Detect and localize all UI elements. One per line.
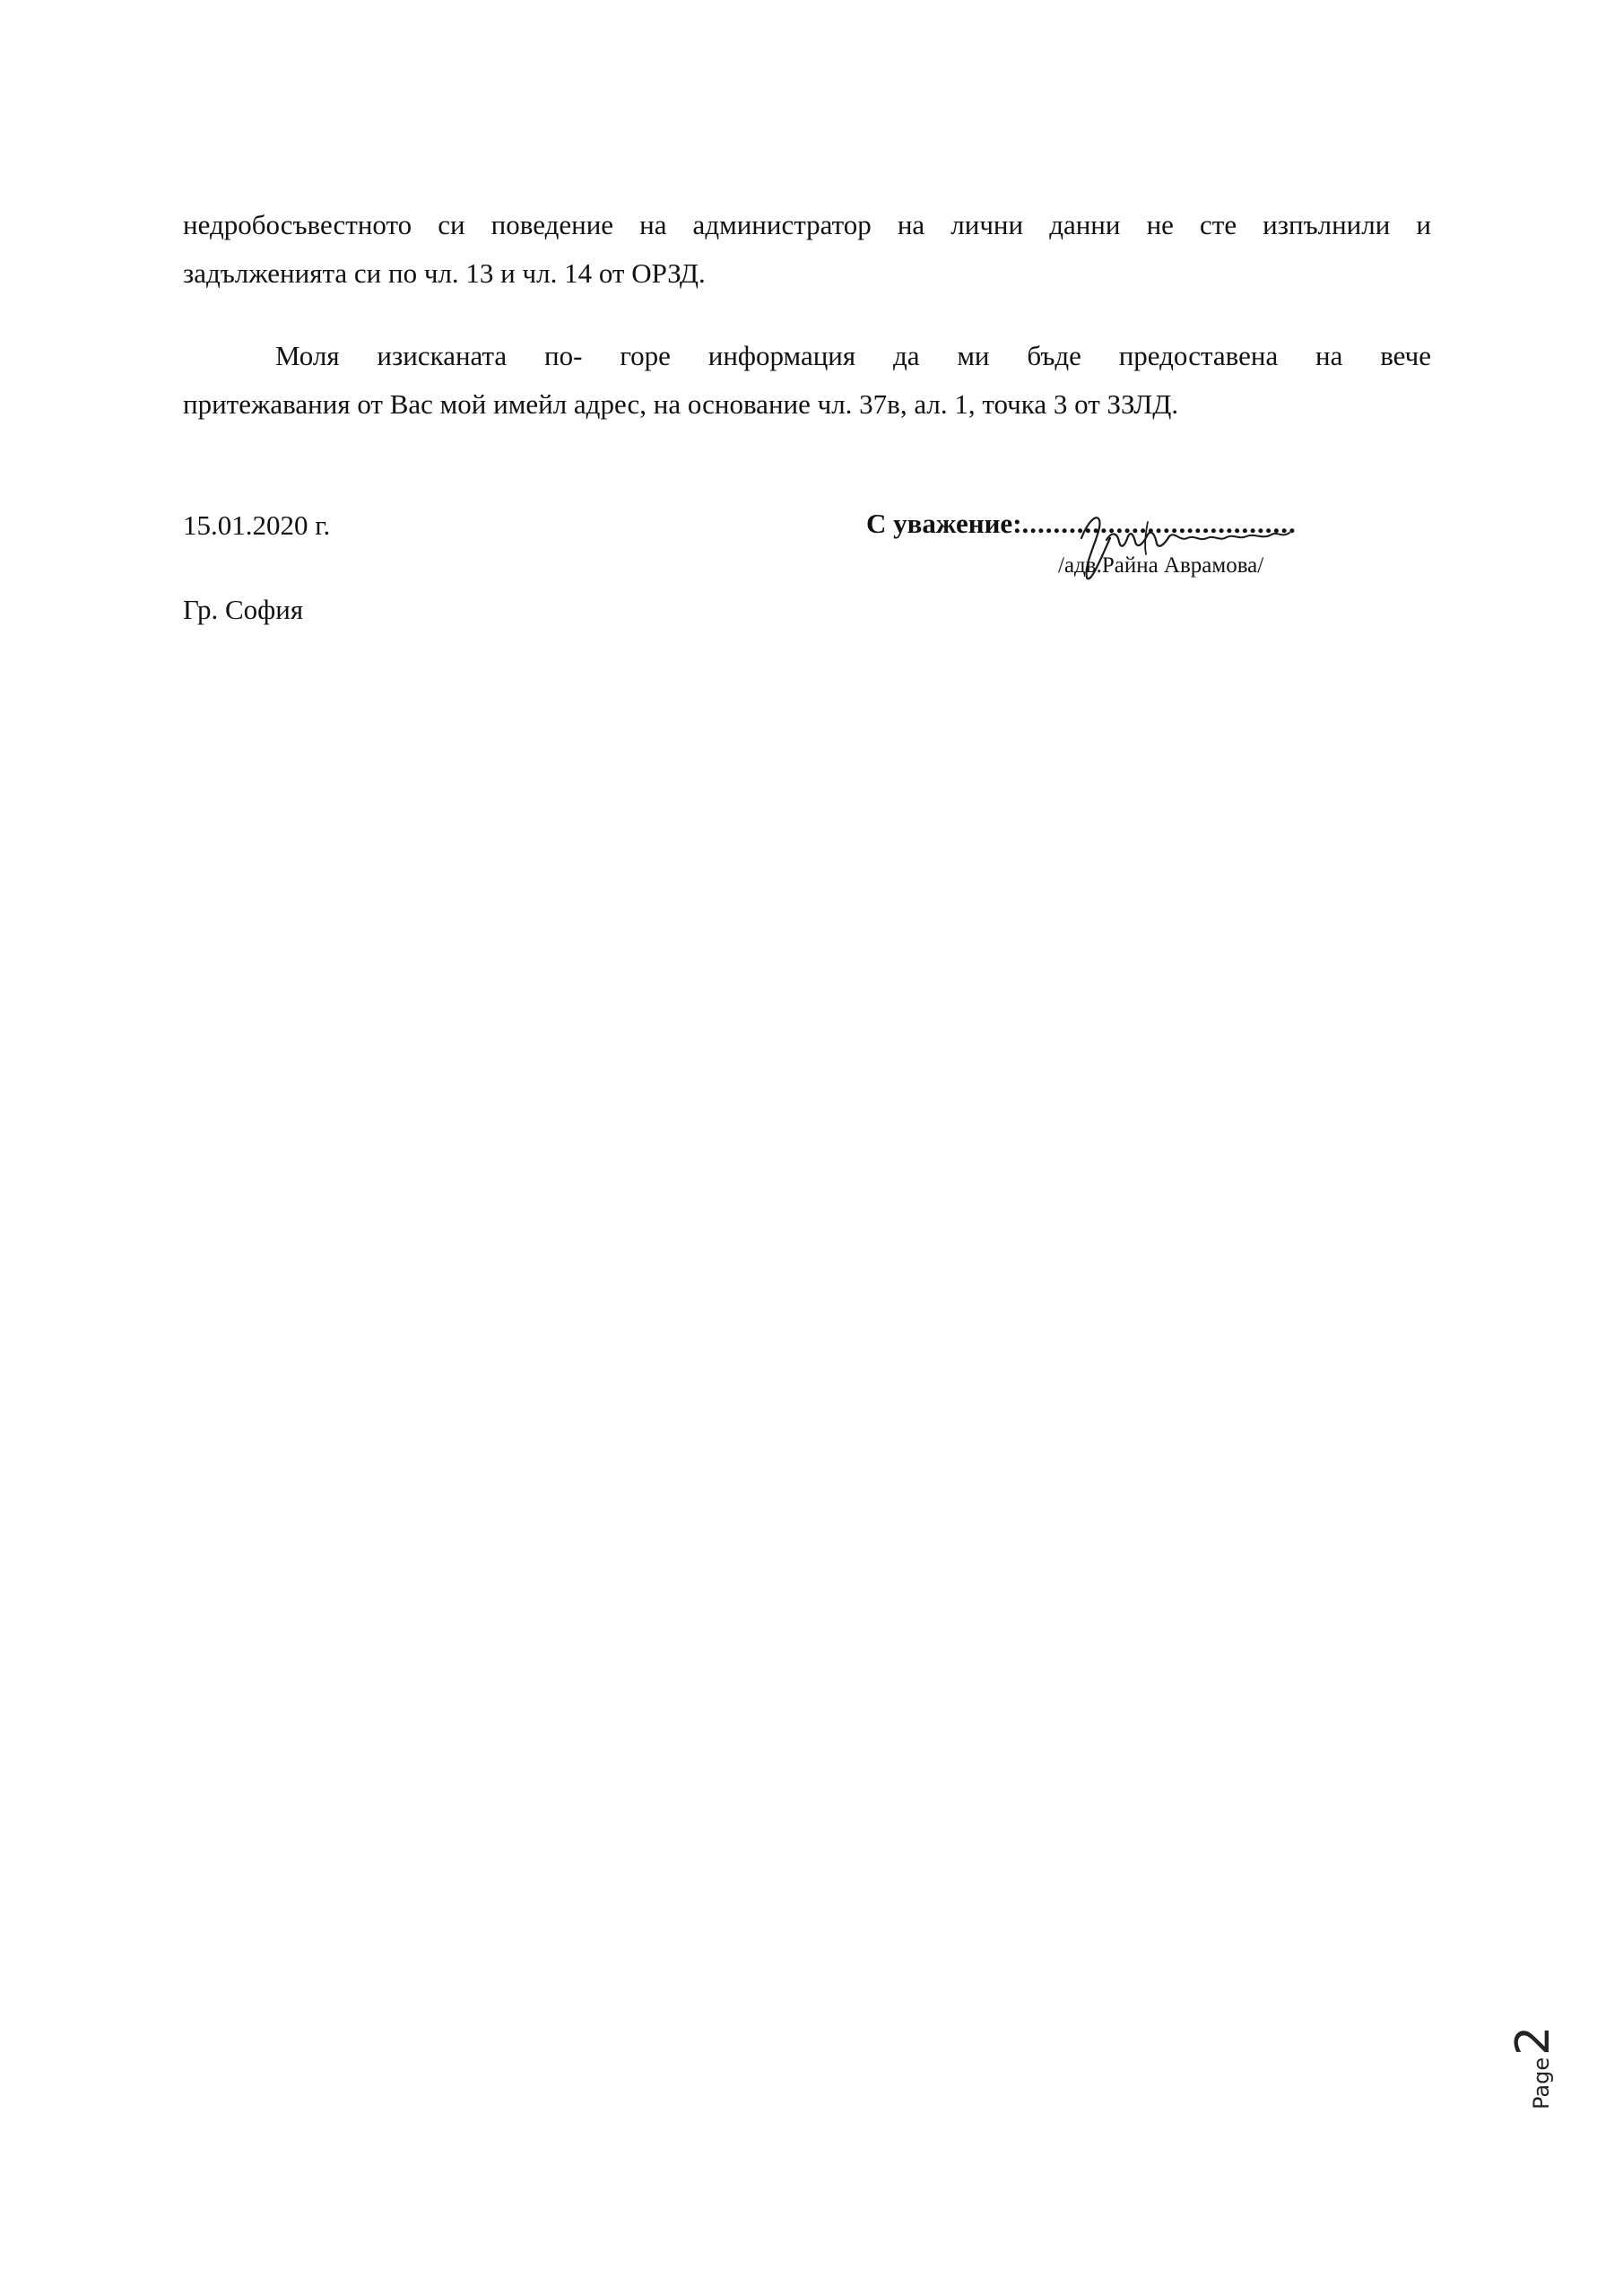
closing-label: С уважение: <box>866 508 1022 539</box>
paragraph-2-line-2: притежавания от Вас мой имейл адрес, на основание чл. 37в, ал. 1, точка 3 от ЗЗЛД. <box>183 388 1179 420</box>
paragraph-1-line-2: задълженията си по чл. 13 и чл. 14 от ОРЗД. <box>183 257 706 289</box>
page-label: Page <box>1529 2057 1554 2109</box>
document-date: 15.01.2020 г. <box>183 509 331 541</box>
paragraph-2 <box>183 332 1431 429</box>
paragraph-1-line-1: недробосъвестното си поведение на администратор на лични данни не сте изпълнили и <box>183 209 1431 240</box>
signer-name: /адв.Райна Аврамова/ <box>1058 553 1264 578</box>
handwritten-signature <box>1047 495 1352 594</box>
document-city: Гр. София <box>183 594 304 625</box>
paragraph-1 <box>183 201 1431 298</box>
paragraph-2-line-1: Моля изисканата по- горе информация да ми бъде предоставена на вече <box>275 340 1431 371</box>
signature-line-dots: ................................... <box>1021 508 1297 539</box>
page-number-footer <box>1499 2009 1571 2117</box>
page-number: 2 <box>1506 2025 1560 2056</box>
